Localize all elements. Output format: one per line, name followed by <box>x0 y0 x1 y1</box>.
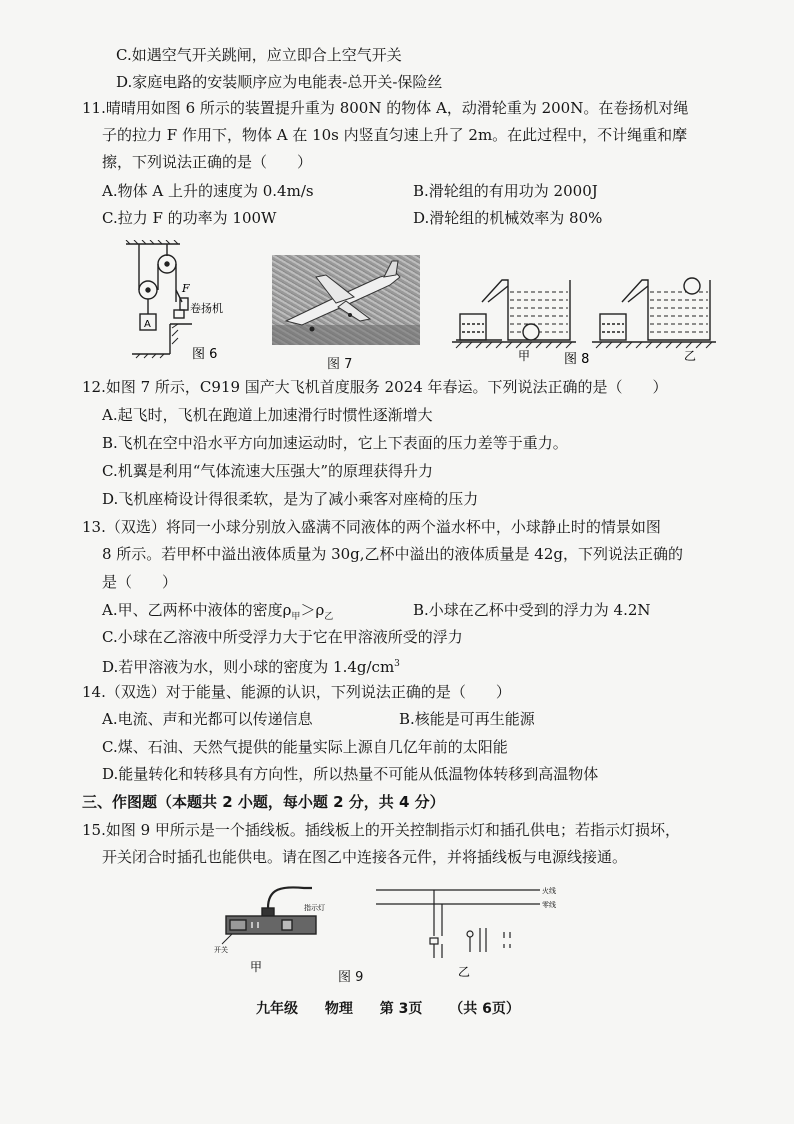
figure-6-pulley-diagram <box>122 240 242 360</box>
footer-subject: 物理 <box>324 1001 353 1017</box>
q11-option-a: A.物体 A 上升的速度为 0.4m/s <box>102 182 314 200</box>
q12-option-d: D.飞机座椅设计得很柔软，是为了减小乘客对座椅的压力 <box>102 490 479 508</box>
fig6-caption: 图 6 <box>192 347 218 360</box>
figure-9b-wiring-diagram <box>370 882 560 980</box>
q11-option-c: C.拉力 F 的功率为 100W <box>102 209 277 227</box>
q13-stem-line2: 8 所示。若甲杯中溢出液体质量为 30g,乙杯中溢出的液体质量是 42g，下列说法正确的 <box>102 545 683 563</box>
fig8-label-yi: 乙 <box>684 349 697 363</box>
fig9-strip-label: 指示灯 <box>304 904 325 912</box>
footer-page: 第 3页 <box>379 1001 423 1017</box>
fig9-label-jia: 甲 <box>250 960 263 974</box>
q14-option-a: A.电流、声和光都可以传递信息 <box>102 710 313 728</box>
q13-option-c: C.小球在乙溶液中所受浮力大于它在甲溶液所受的浮力 <box>102 628 463 646</box>
page-footer <box>256 998 542 1018</box>
q13-option-a-prefix: A.甲、乙两杯中液体的密度ρ <box>102 601 292 619</box>
fig8-caption: 图 8 <box>564 352 590 367</box>
figure-9a-power-strip <box>212 880 332 975</box>
fig9-live-wire-label: 火线 <box>542 887 556 895</box>
fig6-force-label: F <box>182 282 190 295</box>
q14-option-d: D.能量转化和转移具有方向性，所以热量不可能从低温物体转移到高温物体 <box>102 765 599 783</box>
fig9-label-yi: 乙 <box>458 965 471 979</box>
q13-option-a-sub1: 甲 <box>291 612 301 622</box>
section-3-heading: 三、作图题（本题共 2 小题，每小题 2 分，共 4 分） <box>82 793 445 811</box>
fig8-label-jia: 甲 <box>518 349 531 363</box>
q10-option-d: D.家庭电路的安装顺序应为电能表-总开关-保险丝 <box>116 73 443 91</box>
q11-stem-line1: 11.晴晴用如图 6 所示的装置提升重为 800N 的物体 A，动滑轮重为 200N。在卷扬机对绳 <box>82 99 689 117</box>
fig6-winch-label: 卷扬机 <box>190 302 223 315</box>
q13-option-b: B.小球在乙杯中受到的浮力为 4.2N <box>413 601 651 619</box>
q11-stem-line2: 子的拉力 F 作用下，物体 A 在 10s 内竖直匀速上升了 2m。在此过程中，不计绳重和摩 <box>102 126 688 144</box>
figure-7-airplane-photo <box>272 255 420 345</box>
q13-option-d <box>102 653 400 678</box>
q14-option-b: B.核能是可再生能源 <box>399 710 535 728</box>
airplane-icon <box>272 255 420 345</box>
q15-stem-line1: 15.如图 9 甲所示是一个插线板。插线板上的开关控制指示灯和插孔供电；若指示灯损坏， <box>82 821 680 839</box>
q13-option-a-sub2: 乙 <box>324 612 334 622</box>
q15-stem-line2: 开关闭合时插孔也能供电。请在图乙中连接各元件，并将插线板与电源线接通。 <box>102 848 628 866</box>
q13-option-a <box>102 599 333 628</box>
q13-option-d-sup: 3 <box>394 659 400 669</box>
fig6-object-label: A <box>144 319 151 330</box>
q12-option-a: A.起飞时，飞机在跑道上加速滑行时惯性逐渐增大 <box>102 406 433 424</box>
q12-stem: 12.如图 7 所示，C919 国产大飞机首度服务 2024 年春运。下列说法正确的是（ ） <box>82 378 668 396</box>
footer-grade: 九年级 <box>256 1001 298 1017</box>
q13-stem-line3: 是（ ） <box>102 573 178 591</box>
q14-option-c: C.煤、石油、天然气提供的能量实际上源自几亿年前的太阳能 <box>102 738 508 756</box>
q13-option-d-text: D.若甲溶液为水，则小球的密度为 1.4g/cm <box>102 658 395 676</box>
q10-option-c: C.如遇空气开关跳闸，应立即合上空气开关 <box>116 46 402 64</box>
figure-8-overflow-cups <box>452 262 742 370</box>
q11-stem-line3: 擦，下列说法正确的是（ ） <box>102 153 313 171</box>
fig9-caption: 图 9 <box>338 970 364 985</box>
fig9-neutral-wire-label: 零线 <box>542 901 556 909</box>
q13-stem-line1: 13.（双选）将同一小球分别放入盛满不同液体的两个溢水杯中，小球静止时的情景如图 <box>82 518 661 536</box>
fig9-switch-label: 开关 <box>214 946 228 954</box>
q12-option-b: B.飞机在空中沿水平方向加速运动时，它上下表面的压力差等于重力。 <box>102 434 568 452</box>
q13-option-a-mid: ＞ρ <box>300 601 325 619</box>
fig7-caption: 图 7 <box>327 357 353 372</box>
q14-stem: 14.（双选）对于能量、能源的认识，下列说法正确的是（ ） <box>82 683 511 701</box>
q11-option-d: D.滑轮组的机械效率为 80% <box>413 209 603 227</box>
footer-total: （共 6页） <box>449 1001 520 1017</box>
q11-option-b: B.滑轮组的有用功为 2000J <box>413 182 598 200</box>
q12-option-c: C.机翼是利用“气体流速大压强大”的原理获得升力 <box>102 462 434 480</box>
